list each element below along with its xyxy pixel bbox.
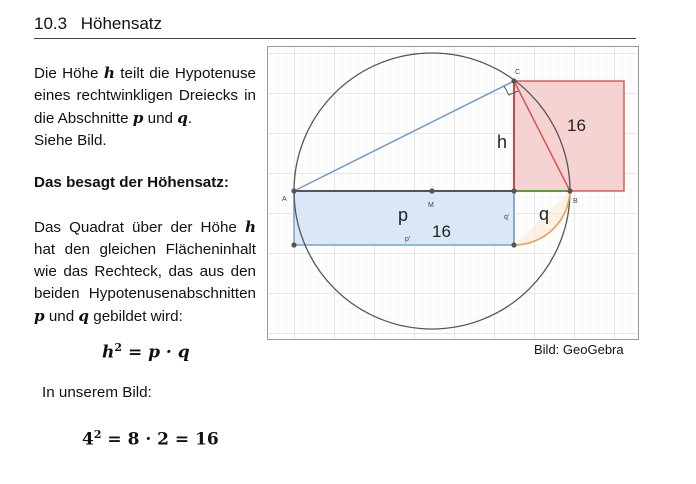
- area-square-label: 16: [567, 116, 586, 135]
- label-p-small: p': [405, 236, 411, 243]
- example-base: 4: [82, 429, 94, 450]
- var-p: p: [132, 109, 144, 127]
- var-q: q: [78, 307, 90, 325]
- var-p: p: [34, 307, 45, 325]
- label-a: A: [282, 196, 287, 203]
- example-rest: = 8 · 2 = 16: [101, 429, 219, 450]
- formula-rest: = p · q: [122, 342, 190, 363]
- intro-part: .: [187, 110, 193, 127]
- point-b: [567, 188, 572, 193]
- point-a: [291, 188, 296, 193]
- label-b: B: [573, 198, 578, 205]
- label-h: h: [497, 132, 508, 152]
- example-intro: In unserem Bild:: [42, 384, 152, 401]
- section-heading: [34, 14, 636, 39]
- figure-svg: [268, 47, 638, 339]
- intro-part: teilt die Hypotenuse eines rechtwinkligen Dreiecks in die Abschnitte: [34, 65, 256, 127]
- label-q-small: q': [504, 214, 510, 221]
- point-base: [511, 188, 516, 193]
- para-part: gebildet wird:: [89, 308, 183, 325]
- intro-part: und: [143, 110, 178, 127]
- point-m: [429, 188, 434, 193]
- section-number: 10.3: [34, 14, 68, 33]
- para-part: und: [44, 308, 79, 325]
- var-h: h: [103, 64, 115, 82]
- label-c: C: [515, 69, 521, 76]
- example-exponent: 2: [93, 428, 102, 441]
- example-formula: [82, 428, 219, 450]
- geogebra-figure: [267, 46, 639, 340]
- para-part: Das Quadrat über der Höhe: [34, 219, 245, 236]
- intro-see-image: Siehe Bild.: [34, 132, 107, 149]
- section-title: Höhensatz: [80, 14, 163, 33]
- intro-text: [34, 62, 256, 152]
- subheading: Das besagt der Höhensatz:: [34, 174, 229, 191]
- point-e: [511, 242, 516, 247]
- figure-caption: Bild: GeoGebra: [534, 342, 624, 357]
- theorem-formula: [102, 341, 190, 363]
- intro-part: Die Höhe: [34, 65, 104, 82]
- label-p: p: [398, 205, 409, 225]
- label-m: M: [428, 202, 434, 209]
- point-d: [291, 242, 296, 247]
- formula-base: h: [102, 342, 115, 363]
- var-h: h: [244, 218, 256, 236]
- point-c: [511, 78, 516, 83]
- label-q: q: [539, 204, 550, 224]
- area-rect-label: 16: [432, 222, 451, 241]
- var-q: q: [177, 109, 188, 127]
- theorem-text: [34, 216, 256, 328]
- para-part: hat den gleichen Flächeninhalt wie das Rechteck, das aus den beiden Hypotenusenabschnitten: [34, 241, 256, 302]
- formula-exponent: 2: [114, 341, 123, 354]
